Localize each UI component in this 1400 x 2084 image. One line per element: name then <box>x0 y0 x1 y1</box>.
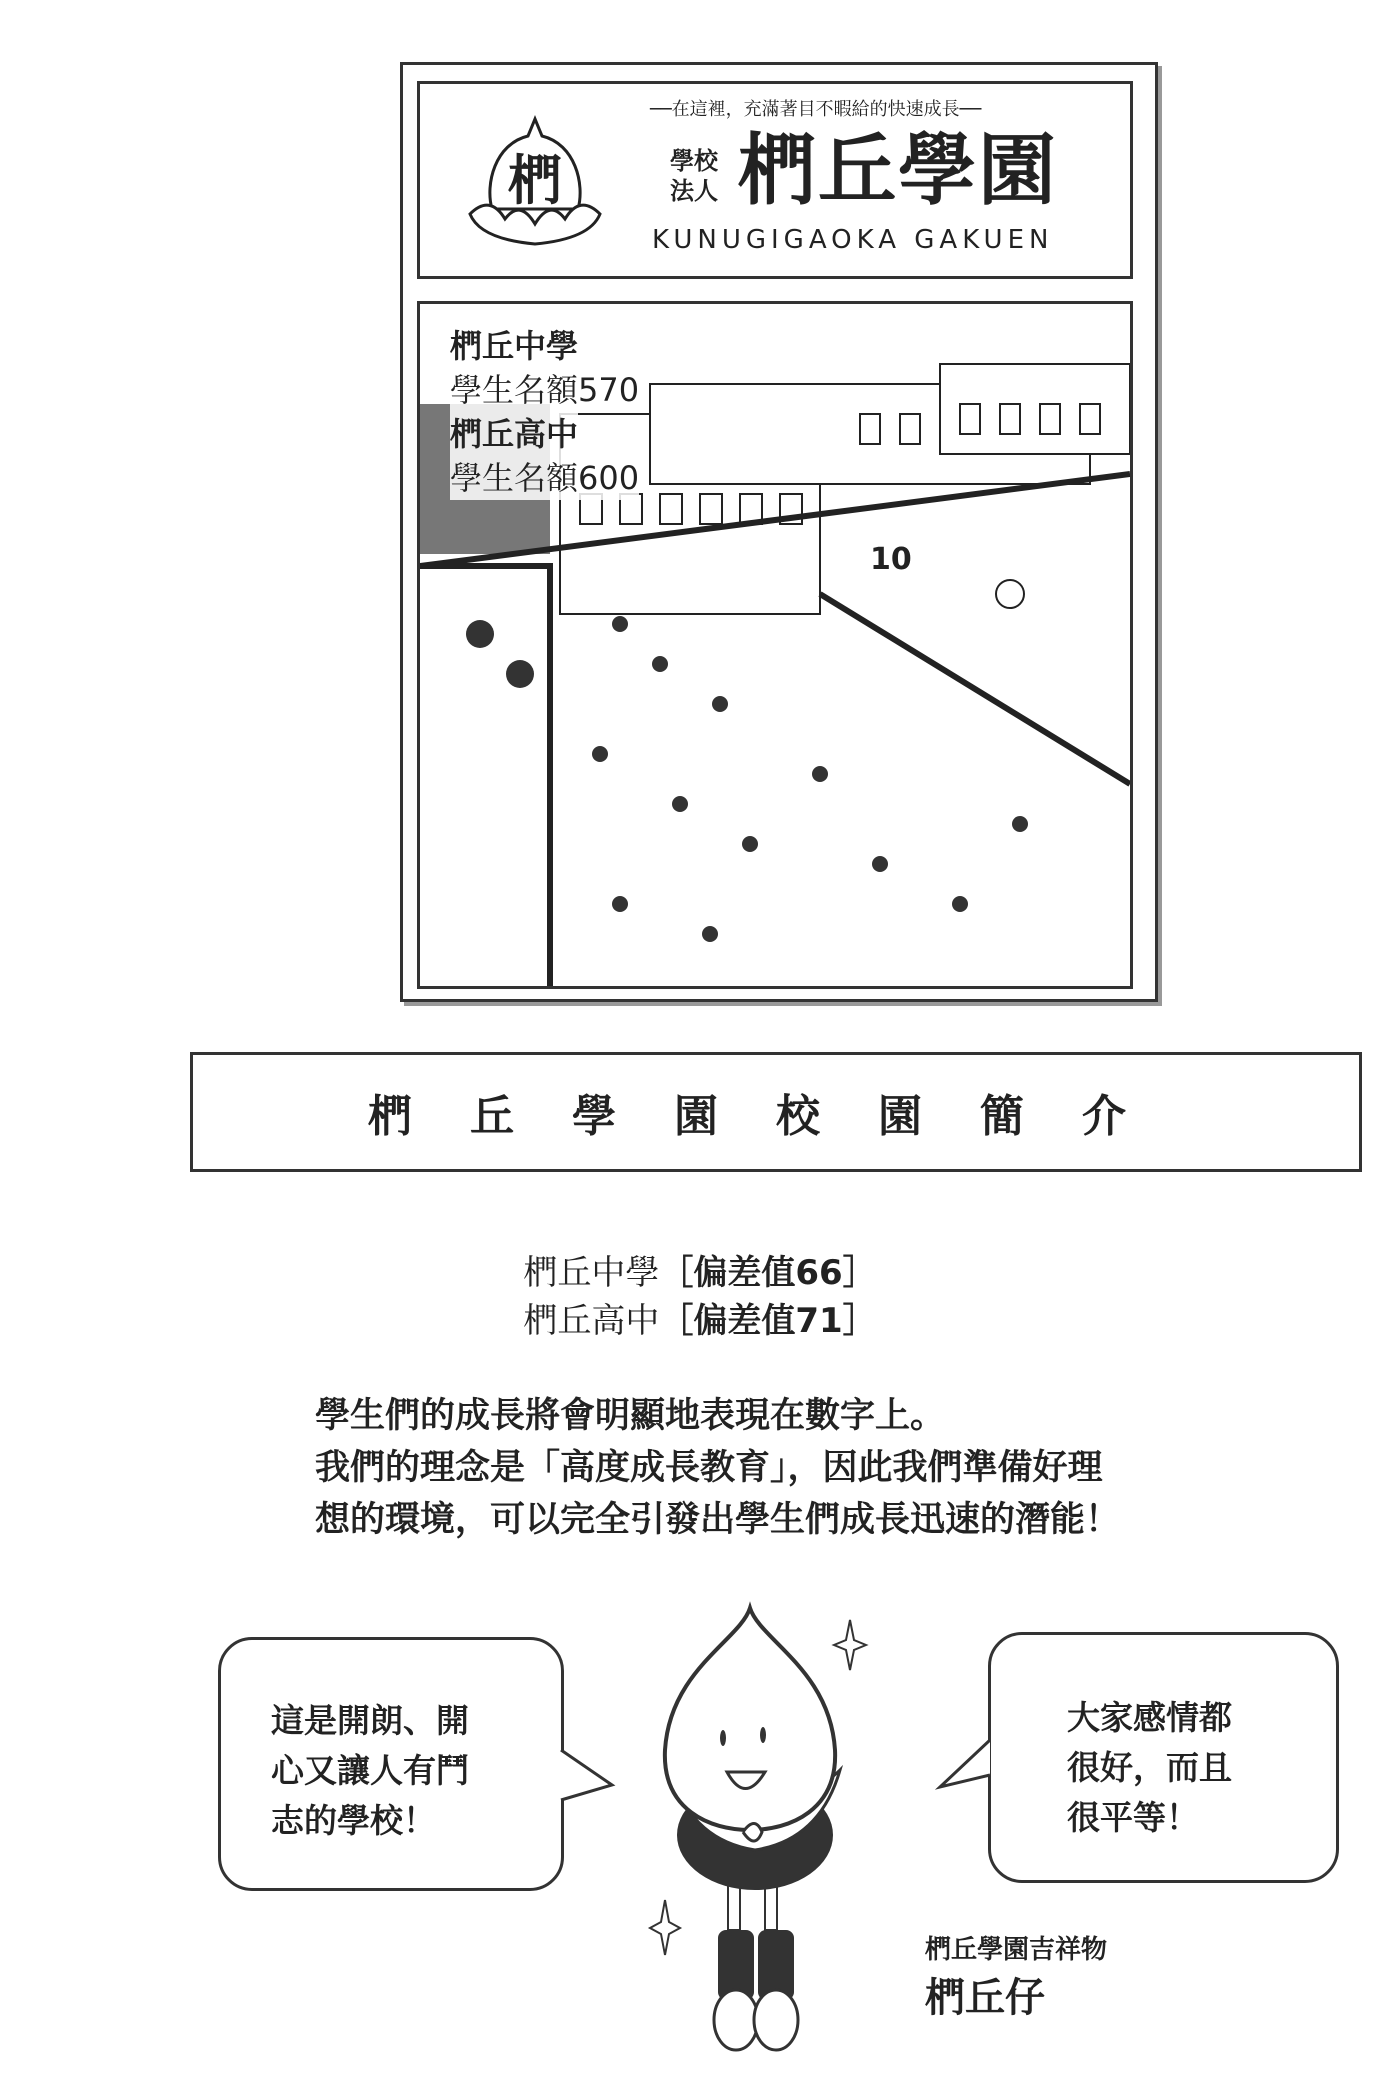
mascot-caption: 椚丘學園吉祥物 <box>925 1935 1108 1965</box>
bubble-line: 很平等！ <box>1067 1798 1199 1837</box>
section-title: 椚丘學園校園簡介 <box>368 1091 1184 1142</box>
middle-school-label: 椚丘中學 <box>450 324 578 368</box>
paragraph-line: 學生們的成長將會明顯地表現在數字上。 <box>315 1396 946 1436</box>
crest-letter: 椚 <box>508 149 562 212</box>
campus-illustration-panel <box>417 301 1133 989</box>
bubble-line: 心又讓人有鬥 <box>271 1751 469 1790</box>
sparkle-icon <box>834 1620 866 1670</box>
bubble-line: 大家感情都 <box>1067 1698 1232 1737</box>
high-school-label: 椚丘高中 <box>450 412 578 456</box>
section-title-box <box>190 1052 1362 1172</box>
manga-panel-frame <box>400 62 1158 1002</box>
bubble-line: 很好，而且 <box>1067 1748 1232 1787</box>
stats-line-middle <box>0 1252 1400 1294</box>
stats-value: ［偏差值66］ <box>659 1253 877 1293</box>
mascot-name: 椚丘仔 <box>925 1975 1045 2021</box>
stats-value: ［偏差值71］ <box>659 1301 877 1341</box>
sparkle-icon <box>650 1900 680 1955</box>
stats-line-high <box>0 1300 1400 1342</box>
paragraph-line: 想的環境，可以完全引發出學生們成長迅速的潛能！ <box>315 1500 1121 1540</box>
corp-label: 學校法人 <box>670 147 718 205</box>
speech-bubble-left <box>218 1637 564 1891</box>
high-school-quota: 學生名額600 <box>450 456 639 500</box>
stats-school: 椚丘中學 <box>523 1253 660 1293</box>
jersey-number: 10 <box>870 542 912 577</box>
bubble-line: 這是開朗、開 <box>271 1701 469 1740</box>
school-name: 椚丘學園 <box>738 126 1059 216</box>
middle-school-quota: 學生名額570 <box>450 368 639 412</box>
stats-school: 椚丘高中 <box>523 1301 660 1341</box>
school-crest-logo <box>460 114 610 254</box>
paragraph-line: 我們的理念是「高度成長教育」，因此我們準備好理 <box>315 1448 1103 1488</box>
bubble-line: 志的學校！ <box>271 1801 436 1840</box>
speech-bubble-right <box>988 1632 1339 1883</box>
tagline: ──在這裡，充滿著目不暇給的快速成長── <box>650 99 982 120</box>
school-header-panel <box>417 81 1133 279</box>
school-romaji: KUNUGIGAOKA GAKUEN <box>652 225 1054 255</box>
